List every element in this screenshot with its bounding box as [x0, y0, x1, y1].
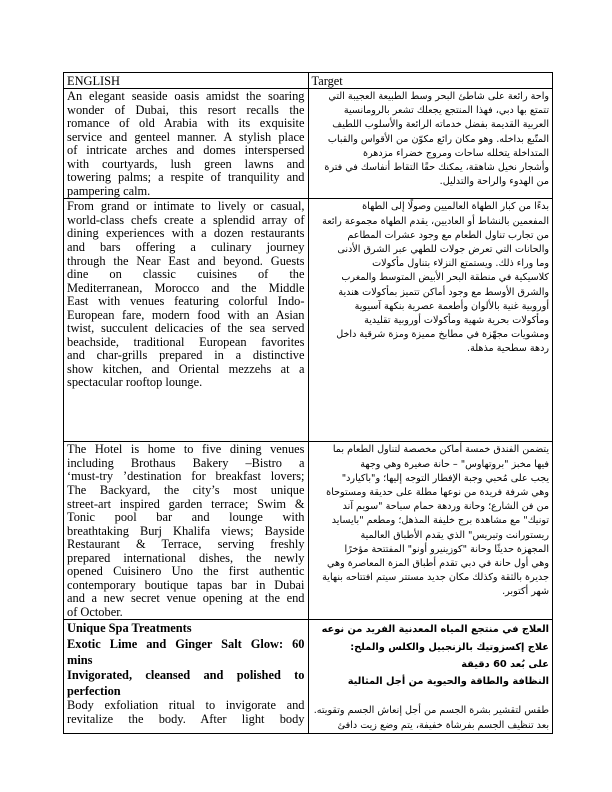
table-row [64, 620, 553, 733]
text-line: ومشويات مجهّزة في مطابخ مميزة ومزة شرقية داخل [336, 329, 549, 341]
translation-table [63, 72, 553, 734]
text-line: يجب على مُحبي وجبة الإفطار التوجه إليها؛ و"باكيارد" [341, 472, 549, 484]
text-line: جديرة بالثقة وكذلك مكان جديد مستتر سيتم افتتاحه بنهاية [322, 572, 549, 584]
text-line: المتّبع بداخله. وهو مكان رائع مكوّن من الأقواس والقباب [327, 133, 549, 145]
text-line: twist, succulent delicacies of the sea served [67, 321, 305, 336]
target-cell [308, 199, 553, 442]
text-line: dining experiences with a dozen restaurants [67, 226, 305, 241]
text-line: المجهزة حديثًا وحانة "كوزينيرو أونو" المفتتحة مؤخرًا [344, 543, 549, 555]
text-line: prepared international dishes, the newly [67, 550, 305, 565]
text-line: تونيك" مع مشاهدة برج خليفة المذهل؛ ومطعم "بايسايد [331, 515, 549, 527]
text-line: with courtyards, lush green lawns and [67, 156, 305, 171]
table-row [64, 442, 553, 620]
text-line: including Brothaus Bakery –Bistro a [67, 455, 305, 470]
text-line: فيها مخبز "بروتهاوس" – حانة صغيرة وهي وجهة [360, 458, 549, 470]
text-line: contemporary boutique tapas bar in Dubai [67, 577, 305, 592]
text-line: breathtaking Burj Khalifa views; Bayside [67, 523, 305, 538]
table-row [64, 89, 553, 199]
heading-line: mins [67, 652, 93, 667]
text-line: بعد تنظيف الجسم بفرشاة خفيفة، يتم وضع زيت دافئ [337, 719, 549, 731]
text-line: pampering calm. [67, 183, 151, 198]
text-line: towering palms; a respite of tranquility and [67, 170, 305, 185]
text-line: طقس لتقشير بشرة الجسم من أجل إنعاش الجسم وتقويته. [313, 705, 549, 717]
text-line: An elegant seaside oasis amidst the soaring [67, 89, 305, 103]
text-line: and char-grills prepared in a distinctive [67, 348, 305, 363]
heading-line: النظافة والطاقة والحيوية من أجل المثالية [347, 676, 549, 688]
source-cell [64, 89, 309, 199]
text-line: من تجارب تناول الطعام مع وجود عشرات المطاعم [347, 229, 549, 241]
text-line: يتضمن الفندق خمسة أماكن مخصصة لتناول الطعام بما [332, 444, 549, 456]
target-cell [308, 620, 553, 733]
text-line: العربية القديمة بفضل خدماته الرائعة والأسلوب اللطيف [332, 119, 549, 131]
heading-line: علاج إكسزوتيك بالزنجبيل والكلس والملح: [350, 641, 549, 653]
text-line: واحة رائعة على شاطئ البحر وسط الطبيعة العجيبة التي [328, 91, 549, 102]
header-target: Target [308, 73, 553, 89]
text-line: The Backyard, the city’s most unique [67, 483, 305, 498]
text-line: The Hotel is home to five dining venues [67, 442, 305, 457]
text-line: من الهدوء والراحة والتدليل. [439, 176, 549, 188]
text-line: of October. [67, 604, 123, 619]
text-line: spectacular rooftop lounge. [67, 375, 203, 390]
text-line: والشرق الأوسط مع وجود أماكن تتميز بمأكولات هندية [338, 286, 549, 298]
source-cell [64, 620, 309, 733]
text-line: أوروبية غنية بالألوان وأطعمة عصرية بنكهة آسيوية [354, 300, 549, 312]
text-line: wonder of Dubai, this resort recalls the [67, 102, 305, 117]
text-line: of intricate arches and domes interspersed [67, 143, 305, 158]
text-line: المتداخلة يتخلله ساحات ومروج خضراء مزدهرة [362, 147, 549, 159]
text-line: تتمتع بها دبي، فهذا المنتجع يجعلك تشعر بالرومانسية [343, 105, 549, 117]
source-cell [64, 442, 309, 620]
text-line: through the Near East and beyond. Guests [67, 253, 305, 268]
text-line: وأشجار نخيل شاهقة، يمكنك حقًا التقاط أنفاسك في فترة [324, 162, 549, 174]
text-line: والحانات التي تعرض جولات للطهي عبر الشرق الأدنى [337, 243, 549, 255]
text-line: European fare, modern food with an Asian [67, 307, 305, 322]
text-line: ريستورانت وتيريس" الذي يقدم الأطباق العالمية [360, 529, 549, 541]
table-row [64, 199, 553, 442]
text-line: revitalize the body. After light body [67, 712, 305, 726]
source-cell [64, 199, 309, 442]
text-line: show kitchen, and Oriental mezzehs at a [67, 361, 305, 376]
target-cell [308, 89, 553, 199]
heading-line: Exotic Lime and Ginger Salt Glow: 60 [67, 637, 305, 652]
text-line: شهر أكتوبر. [502, 586, 549, 598]
text-line: service and genteel manner. A stylish place [67, 129, 305, 144]
text-line: romance of old Arabia with its exquisite [67, 116, 305, 131]
text-line: بدءًا من كبار الطهاة العالميين وصولًا إلى الطهاة [362, 201, 549, 213]
text-line: From grand or intimate to lively or casual, [67, 199, 305, 214]
text-line: وهي أول حانة في دبي تقدم أطباق المزة المعاصرة وهي [327, 558, 549, 569]
text-line: Mediterranean, Morocco and the Middle [67, 280, 305, 295]
header-source: ENGLISH [64, 73, 309, 89]
text-line: كلاسيكية في منطقة البحر الأبيض المتوسط والمغرب [341, 272, 549, 284]
text-line: world-class chefs create a splendid array of [67, 212, 305, 227]
text-line: ومأكولات بحرية شهية ومأكولات أوروبية تقليدية [364, 315, 549, 326]
text-line: وما وراء ذلك. ويستمتع النزلاء بتناول مأكولات [372, 258, 549, 270]
text-line: ‘must-try ’destination for breakfast lovers; [67, 469, 305, 484]
heading-line: العلاج في منتجع المياه المعدنية الفريد من نوعه [321, 624, 549, 636]
heading-line: على بُعد 60 دقيقة [461, 658, 549, 670]
text-line: opened Cuisinero Uno the first authentic [67, 564, 305, 579]
text-line: beachside, traditional European favorites [67, 334, 305, 349]
text-line: المفعمين بالنشاط أو العاديين، يقدم الطهاة مجموعة رائعة [322, 215, 549, 227]
text-line: and a new secret venue opening at the end [67, 591, 305, 606]
text-line: and bars offering a culinary journey [67, 240, 305, 255]
text-line: من فن الشارع؛ وحانة وردهة حمام سباحة "سويم آند [342, 501, 549, 513]
heading-line: Unique Spa Treatments [67, 621, 192, 636]
text-line: ردهة سطحية مذهلة. [467, 343, 549, 355]
text-line [312, 690, 550, 704]
text-line: street-art inspired garden terrace; Swim & [67, 496, 305, 511]
target-cell [308, 442, 553, 620]
text-line: East with venues featuring colorful Indo- [67, 294, 305, 309]
text-line: Tonic pool bar and lounge with [67, 510, 305, 525]
text-line: وهي شرفة فريدة من نوعها مطلة على حديقة ومستوحاة [326, 486, 549, 498]
text-line: Restaurant & Terrace, serving freshly [67, 537, 305, 552]
text-line: Body exfoliation ritual to invigorate and [67, 698, 305, 713]
header-row [64, 73, 553, 89]
text-line: dine on classic cuisines of the [67, 267, 305, 282]
heading-line: Invigorated, cleansed and polished to [67, 668, 305, 683]
heading-line: perfection [67, 683, 121, 698]
